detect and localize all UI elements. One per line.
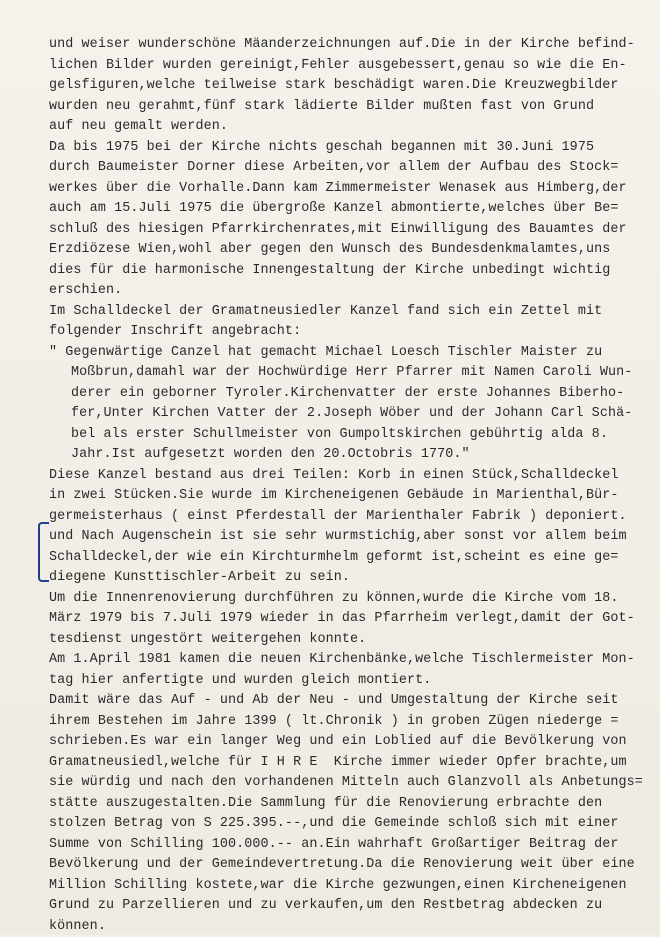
text-line: und Nach Augenschein ist sie sehr wurmstichig,aber sonst vor allem beim: [49, 527, 649, 548]
text-line: sie würdig und nach den vorhandenen Mitteln auch Glanzvoll als Anbetungs=: [49, 773, 649, 794]
text-line: Gramatneusiedl,welche für I H R E Kirche immer wieder Opfer brachte,um: [49, 753, 649, 774]
text-line: März 1979 bis 7.Juli 1979 wieder in das Pfarrheim verlegt,damit der Got-: [49, 609, 649, 630]
typed-text-body: [49, 35, 649, 937]
text-line: tesdienst ungestört weitergehen konnte.: [49, 630, 649, 651]
text-line: schrieben.Es war ein langer Weg und ein Loblied auf die Bevölkerung von: [49, 732, 649, 753]
text-line: Summe von Schilling 100.000.-- an.Ein wahrhaft Großartiger Beitrag der: [49, 835, 649, 856]
text-line: auch am 15.Juli 1975 die übergroße Kanzel abmontierte,welches über Be=: [49, 199, 649, 220]
text-line: lichen Bilder wurden gereinigt,Fehler ausgebessert,genau so wie die En-: [49, 56, 649, 77]
text-line: Grund zu Parzellieren und zu verkaufen,um den Restbetrag abdecken zu: [49, 896, 649, 917]
text-line: Bevölkerung und der Gemeindevertretung.Da die Renovierung weit über eine: [49, 855, 649, 876]
text-line: in zwei Stücken.Sie wurde im Kircheneigenen Gebäude in Marienthal,Bür-: [49, 486, 649, 507]
text-line: Diese Kanzel bestand aus drei Teilen: Korb in einen Stück,Schalldeckel: [49, 466, 649, 487]
text-line: Erzdiözese Wien,wohl aber gegen den Wunsch des Bundesdenkmalamtes,uns: [49, 240, 649, 261]
text-line: Moßbrun,damahl war der Hochwürdige Herr Pfarrer mit Namen Caroli Wun-: [49, 363, 649, 384]
text-line: wurden neu gerahmt,fünf stark lädierte Bilder mußten fast von Grund: [49, 97, 649, 118]
text-line: Da bis 1975 bei der Kirche nichts geschah begannen mit 30.Juni 1975: [49, 138, 649, 159]
text-line: stolzen Betrag von S 225.395.--,und die Gemeinde schloß sich mit einer: [49, 814, 649, 835]
text-line: derer ein geborner Tyroler.Kirchenvatter der erste Johannes Biberho-: [49, 384, 649, 405]
text-line: schluß des hiesigen Pfarrkirchenrates,mit Einwilligung des Bauamtes der: [49, 220, 649, 241]
text-line: werkes über die Vorhalle.Dann kam Zimmermeister Wenasek aus Himberg,der: [49, 179, 649, 200]
text-line: Schalldeckel,der wie ein Kirchturmhelm geformt ist,scheint es eine ge=: [49, 548, 649, 569]
text-line: tag hier anfertigte und wurden gleich montiert.: [49, 671, 649, 692]
text-line: Million Schilling kostete,war die Kirche gezwungen,einen Kircheneigenen: [49, 876, 649, 897]
text-line: Jahr.Ist aufgesetzt worden den 20.Octobris 1770.": [49, 445, 649, 466]
text-line: germeisterhaus ( einst Pferdestall der Marienthaler Fabrik ) deponiert.: [49, 507, 649, 528]
text-line: erschien.: [49, 281, 649, 302]
text-line: bel als erster Schullmeister von Gumpoltskirchen gebührtig alda 8.: [49, 425, 649, 446]
text-line: auf neu gemalt werden.: [49, 117, 649, 138]
text-line: fer,Unter Kirchen Vatter der 2.Joseph Wöber und der Johann Carl Schä-: [49, 404, 649, 425]
text-line: dies für die harmonische Innengestaltung der Kirche unbedingt wichtig: [49, 261, 649, 282]
text-line: Damit wäre das Auf - und Ab der Neu - und Umgestaltung der Kirche seit: [49, 691, 649, 712]
text-line: ihrem Bestehen im Jahre 1399 ( lt.Chronik ) in groben Zügen niederge =: [49, 712, 649, 733]
text-line: und weiser wunderschöne Mäanderzeichnungen auf.Die in der Kirche befind-: [49, 35, 649, 56]
text-line: können.: [49, 917, 649, 937]
handwritten-margin-bracket: [38, 522, 49, 582]
text-line: Um die Innenrenovierung durchführen zu können,wurde die Kirche vom 18.: [49, 589, 649, 610]
text-line: gelsfiguren,welche teilweise stark beschädigt waren.Die Kreuzwegbilder: [49, 76, 649, 97]
text-line: Im Schalldeckel der Gramatneusiedler Kanzel fand sich ein Zettel mit: [49, 302, 649, 323]
text-line: Am 1.April 1981 kamen die neuen Kirchenbänke,welche Tischlermeister Mon-: [49, 650, 649, 671]
text-line: durch Baumeister Dorner diese Arbeiten,vor allem der Aufbau des Stock=: [49, 158, 649, 179]
text-line: " Gegenwärtige Canzel hat gemacht Michael Loesch Tischler Maister zu: [49, 343, 649, 364]
text-line: folgender Inschrift angebracht:: [49, 322, 649, 343]
text-line: diegene Kunsttischler-Arbeit zu sein.: [49, 568, 649, 589]
text-line: stätte auszugestalten.Die Sammlung für die Renovierung erbrachte den: [49, 794, 649, 815]
